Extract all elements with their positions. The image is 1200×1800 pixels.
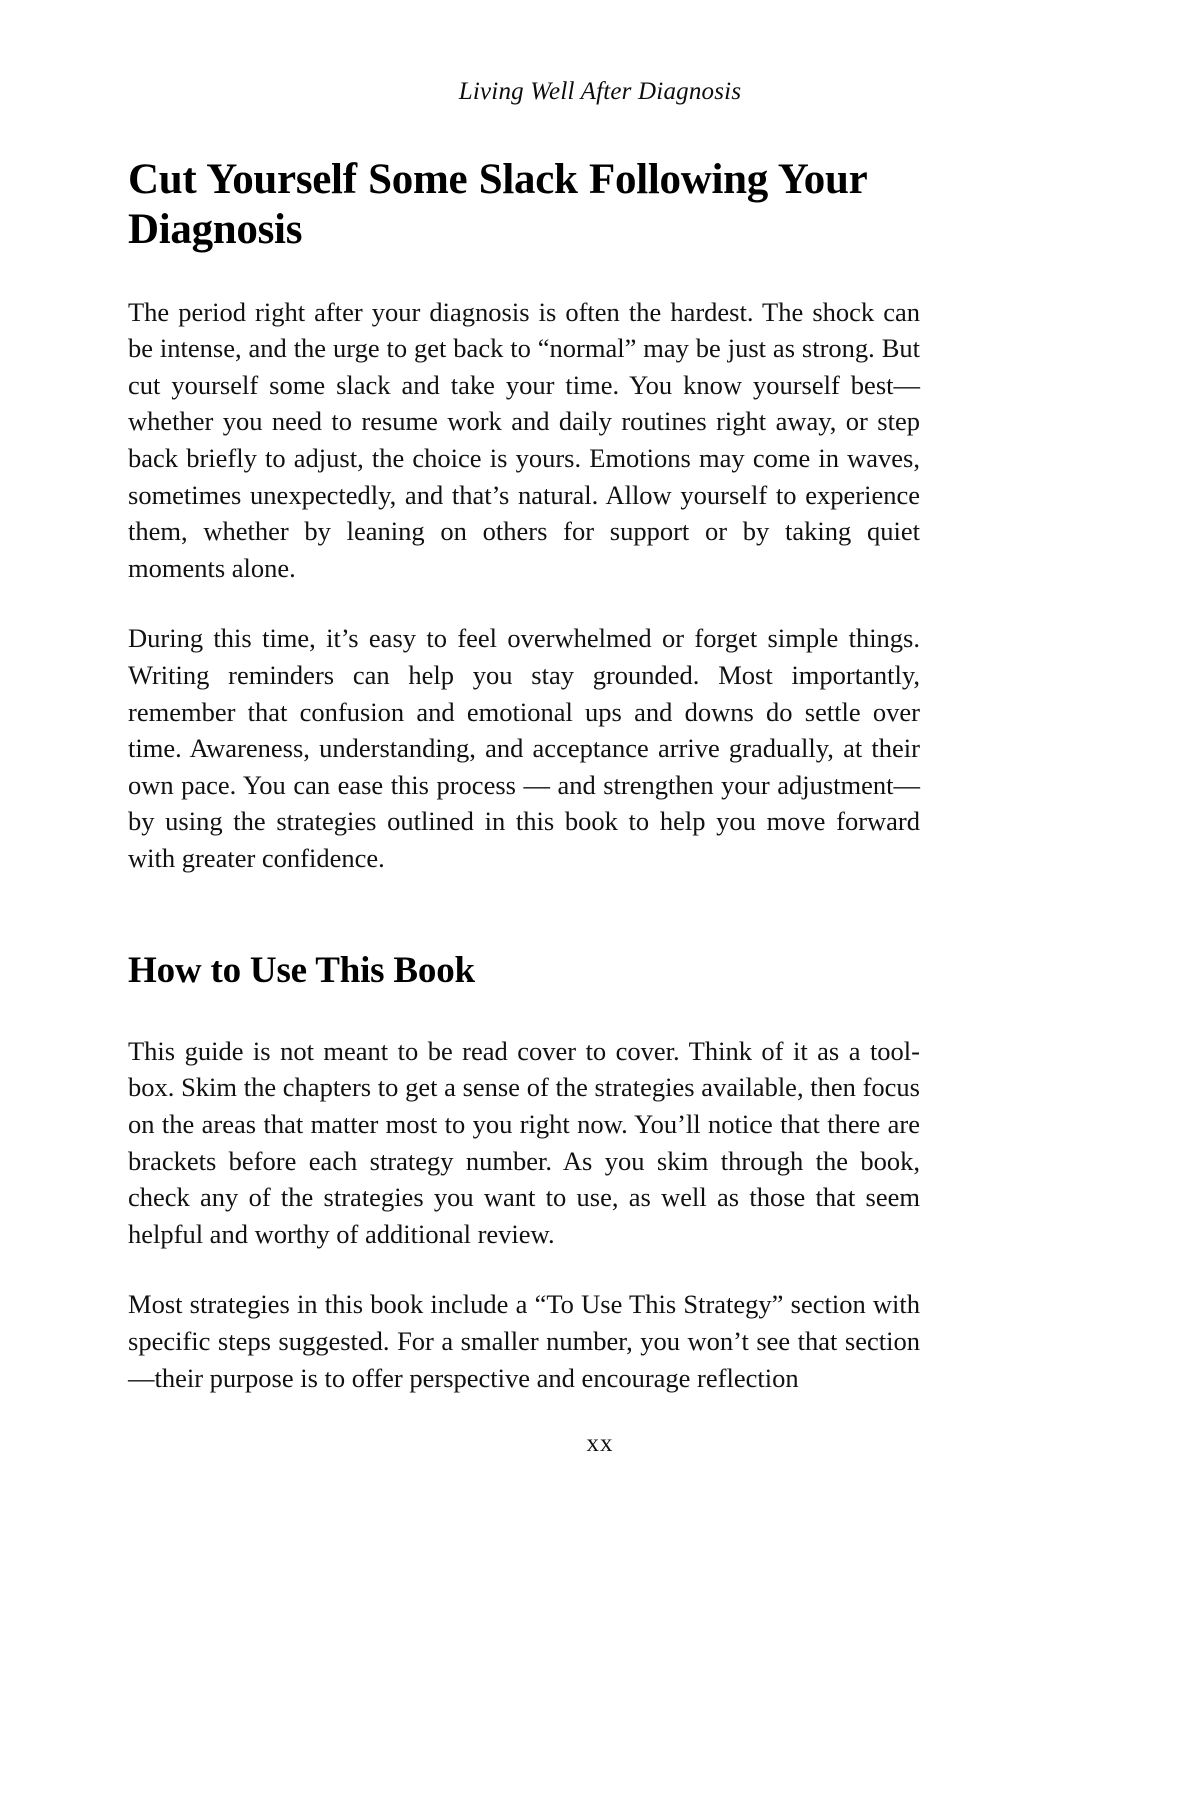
page-content — [128, 155, 920, 1396]
page-number: xx — [586, 1430, 614, 1457]
section-paragraph-1: This guide is not meant to be read cover to cover. Think of it as a tool-box. Skim the chapters to get a sense of the strategies available, then focus on the areas that matter most to you right now. You’ll notice that there are brackets before each strategy number. As you skim through the book, check any of the strategies you want to use, as well as those that seem helpful and worthy of additional review. — [128, 1035, 920, 1249]
spacer — [128, 877, 920, 949]
spacer — [128, 586, 920, 620]
section-paragraph-2: Most strategies in this book include a “To Use This Strategy” section with specific steps suggested. For a smaller number, you won’t see that section—their purpose is to offer perspective and encourage reflection — [128, 1289, 920, 1393]
chapter-paragraph-1: The period right after your diagnosis is often the hardest. The shock can be intense, and the urge to get back to “normal” may be just as strong. But cut yourself some slack and take your time. You know yourself best—whether you need to resume work and daily routines right away, or step back briefly to adjust, the choice is yours. Emotions may come in waves, sometimes unexpectedly, and that’s natural. Allow yourself to experience them, whether by leaning on others for support or by taking quiet moments alone. — [128, 296, 920, 583]
spacer — [128, 256, 920, 294]
running-header: Living Well After Diagnosis — [458, 78, 742, 105]
chapter-title: Cut Yourself Some Slack Following Your Diagnosis — [128, 156, 867, 254]
chapter-paragraph-2: During this time, it’s easy to feel overwhelmed or forget simple things. Writing reminders can help you stay grounded. Most importantly, remember that confusion and emotional ups and downs do settle over time. Awareness, understanding, and acceptance arrive gradually, at their own pace. You can ease this process — and strengthen your adjustment—by using the strategies outlined in this book to help you move forward with greater confidence. — [128, 623, 920, 873]
spacer — [128, 993, 920, 1033]
spacer — [128, 1252, 920, 1286]
section-title: How to Use This Book — [128, 949, 475, 991]
